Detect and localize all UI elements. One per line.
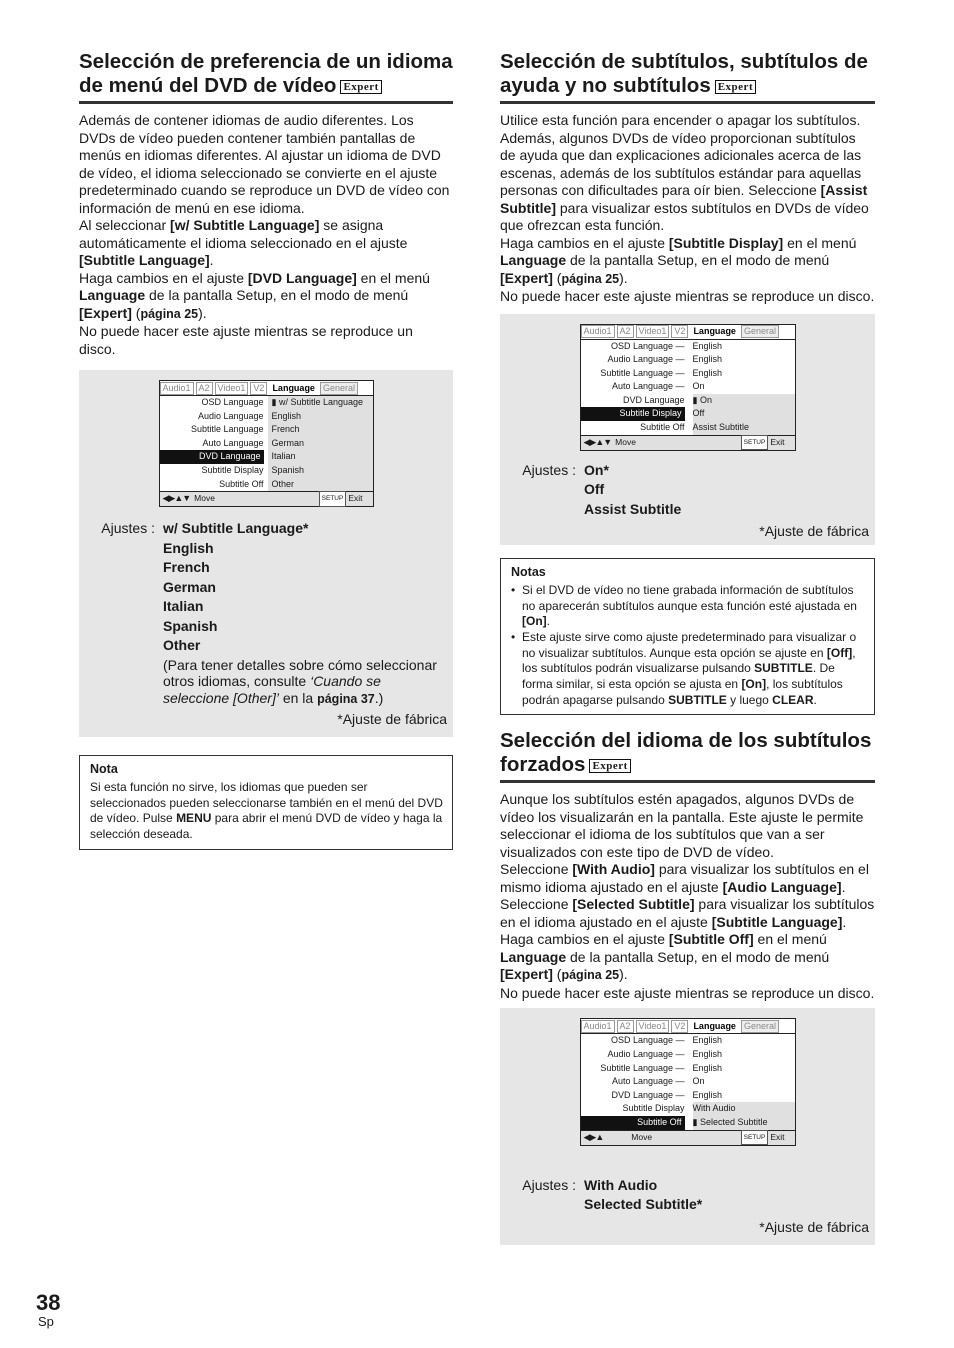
osd-values bbox=[689, 340, 795, 435]
settings-list bbox=[85, 519, 447, 707]
tab-a2: A2 bbox=[196, 382, 213, 395]
page-language: Sp bbox=[38, 1314, 54, 1329]
section-title-subtitles: Selección de subtítulos, subtítulos de ayuda y no subtítulos Expert bbox=[500, 50, 875, 104]
tab-language: Language bbox=[690, 325, 739, 338]
tab-language: Language bbox=[690, 1020, 739, 1033]
osd-value: Spanish bbox=[271, 464, 305, 475]
osd-label: Subtitle Language — bbox=[600, 1062, 685, 1073]
paragraph: Seleccione [With Audio] para visualizar los subtítulos en el mismo idioma ajustado en el ajuste [Audio Language]. Seleccione [Selected Subtitle] para visualizar los subtítulos en el idioma ajustado en el ajuste [Subtitle Language]. bbox=[500, 861, 875, 930]
paragraph: No puede hacer este ajuste mientras se reproduce un disco. bbox=[500, 984, 875, 1001]
settings-list bbox=[506, 461, 869, 520]
osd-value: English bbox=[692, 367, 723, 378]
setup-key-icon: SETUP bbox=[741, 435, 769, 451]
osd-value: On bbox=[692, 381, 705, 392]
settings-panel bbox=[79, 370, 453, 737]
ajustes-label: Ajustes : bbox=[101, 520, 155, 537]
paragraph: Haga cambios en el ajuste [Subtitle Off] en el menú Language de la pantalla Setup, en el modo de menú [Expert] (página 25). bbox=[500, 931, 830, 983]
tab-v2: V2 bbox=[671, 1020, 688, 1033]
tab-general: General bbox=[741, 1020, 779, 1033]
tab-video1: Video1 bbox=[215, 382, 249, 395]
osd-value: English bbox=[692, 1062, 723, 1073]
left-column bbox=[79, 50, 453, 850]
tab-v2: V2 bbox=[250, 382, 267, 395]
option: Other bbox=[163, 637, 201, 654]
osd-value: English bbox=[692, 340, 723, 351]
arrows-icon: ◀▶▲ bbox=[583, 1131, 604, 1142]
settings-list bbox=[506, 1176, 869, 1215]
ajustes-label: Ajustes : bbox=[522, 1176, 576, 1193]
osd-value: ▮ On bbox=[693, 394, 795, 408]
osd-value: Assist Subtitle bbox=[693, 421, 795, 435]
option: With Audio bbox=[584, 1176, 658, 1193]
osd-label: Auto Language — bbox=[611, 381, 685, 392]
osd-label-selected: DVD Language bbox=[160, 450, 264, 464]
paragraph: No puede hacer este ajuste mientras se reproduce un disco. bbox=[500, 288, 875, 304]
tab-video1: Video1 bbox=[636, 1020, 670, 1033]
tab-video1: Video1 bbox=[636, 325, 670, 338]
paragraph: No puede hacer este ajuste mientras se reproduce un disco. bbox=[79, 323, 413, 357]
osd-value: English bbox=[692, 1089, 723, 1100]
osd-labels bbox=[581, 340, 689, 435]
setup-key-icon: SETUP bbox=[319, 491, 347, 507]
settings-options bbox=[163, 519, 447, 707]
tab-audio1: Audio1 bbox=[581, 1020, 615, 1033]
osd-label: Audio Language bbox=[197, 410, 264, 421]
osd-value: French bbox=[271, 424, 300, 435]
osd-tabs bbox=[581, 325, 795, 339]
osd-label: DVD Language — bbox=[611, 1089, 685, 1100]
osd-value: English bbox=[692, 1035, 723, 1046]
osd-tabs bbox=[581, 1019, 795, 1033]
option: Italian bbox=[163, 598, 204, 615]
option: On* bbox=[584, 461, 609, 478]
osd-label: Audio Language — bbox=[607, 354, 685, 365]
osd-value: ▮ Selected Subtitle bbox=[693, 1116, 795, 1130]
move-label: Move bbox=[615, 436, 636, 447]
osd-tabs bbox=[160, 381, 373, 395]
osd-screen bbox=[580, 324, 796, 451]
expert-badge: Expert bbox=[715, 80, 756, 94]
note-title: Nota bbox=[90, 762, 118, 777]
osd-label: OSD Language bbox=[201, 397, 264, 407]
option: Assist Subtitle bbox=[584, 500, 682, 517]
option: Off bbox=[584, 481, 605, 498]
tab-general: General bbox=[320, 382, 358, 395]
osd-label: Audio Language — bbox=[607, 1049, 685, 1060]
notes-box bbox=[500, 558, 875, 715]
option: German bbox=[163, 578, 216, 595]
osd-value: German bbox=[271, 437, 305, 448]
note-text: Si esta función no sirve, los idiomas que pueden ser seleccionados pueden seleccionarse también en el menú del DVD de vídeo. Pulse MENU para abrir el menú DVD de vídeo y haga la selección deseada. bbox=[90, 779, 443, 841]
settings-panel bbox=[500, 1008, 875, 1244]
notes-title: Notas bbox=[511, 565, 546, 580]
settings-panel bbox=[500, 314, 875, 546]
note-item: • Si el DVD de vídeo no tiene grabada información de subtítulos no aparecerán subtítulos aunque esta función esté ajustada en [On]. bbox=[511, 583, 866, 630]
osd-label: DVD Language bbox=[622, 394, 685, 405]
option: w/ Subtitle Language* bbox=[163, 520, 309, 537]
tab-a2: A2 bbox=[617, 1020, 634, 1033]
ajustes-label: Ajustes : bbox=[522, 461, 576, 478]
osd-value: Italian bbox=[271, 451, 296, 462]
osd-label: Subtitle Off bbox=[219, 478, 264, 489]
osd-values bbox=[689, 1034, 795, 1129]
tab-audio1: Audio1 bbox=[581, 325, 615, 338]
osd-label-selected: Subtitle Display bbox=[581, 407, 685, 421]
osd-value: English bbox=[271, 410, 302, 421]
osd-value: Other bbox=[271, 478, 295, 489]
osd-screen bbox=[580, 1018, 796, 1145]
osd-label: Subtitle Language bbox=[190, 424, 264, 435]
osd-label: OSD Language — bbox=[610, 340, 685, 351]
option-note: (Para tener detalles sobre cómo seleccionar otros idiomas, consulte ‘Cuando se seleccione [Other]’ en la página 37.) bbox=[163, 656, 437, 706]
move-label: Move bbox=[631, 1131, 653, 1142]
tab-a2: A2 bbox=[617, 325, 634, 338]
paragraph: Haga cambios en el ajuste [Subtitle Display] en el menú Language de la pantalla Setup, en el modo de menú [Expert] (página 25). bbox=[500, 234, 857, 286]
exit-label: Exit bbox=[770, 436, 785, 447]
option: English bbox=[163, 539, 214, 556]
move-label: Move bbox=[194, 493, 215, 504]
tab-language: Language bbox=[269, 382, 318, 395]
osd-values bbox=[268, 396, 373, 491]
note-item: • Este ajuste sirve como ajuste predeterminado para visualizar o no visualizar subtítulos. Aunque esta opción se ajuste en [Off], los subtítulos podrán visualizarse pulsando SUBTITLE. De forma similar, si esta opción se ajusta en [On], los subtítulos podrán apagarse pulsando SUBTITLE y luego CLEAR. bbox=[511, 630, 866, 709]
osd-screen bbox=[159, 380, 374, 507]
arrows-icon: ◀▶▲▼ bbox=[583, 436, 612, 447]
note-box bbox=[79, 755, 453, 850]
section-title-forced-subtitles: Selección del idioma de los subtítulos forzados Expert bbox=[500, 729, 875, 783]
option: Selected Subtitle* bbox=[584, 1196, 703, 1213]
osd-label: Subtitle Display bbox=[201, 464, 264, 475]
osd-footer bbox=[160, 491, 373, 506]
osd-label: Auto Language bbox=[202, 437, 264, 448]
setup-key-icon: SETUP bbox=[741, 1130, 769, 1146]
osd-label: Subtitle Display bbox=[622, 1103, 685, 1114]
osd-footer bbox=[581, 435, 795, 450]
osd-labels bbox=[160, 396, 268, 491]
osd-value: Off bbox=[693, 407, 795, 421]
exit-label: Exit bbox=[348, 493, 363, 504]
osd-value: On bbox=[692, 1076, 705, 1087]
paragraph: Al seleccionar [w/ Subtitle Language] se asigna automáticamente el idioma seleccionado en el ajuste [Subtitle Language]. bbox=[79, 217, 408, 268]
section-title-menu-language: Selección de preferencia de un idioma de menú del DVD de vídeo Expert bbox=[79, 50, 453, 104]
paragraph: Además de contener idiomas de audio diferentes. Los DVDs de vídeo pueden contener también pantallas de menús en idiomas diferentes. Al ajustar un idioma de DVD de vídeo, el idioma seleccionado se convierte en el ajuste predeterminado cuando se reproduce un DVD de vídeo con información de menú en ese idioma. bbox=[79, 112, 450, 216]
paragraph: Haga cambios en el ajuste [DVD Language] en el menú Language de la pantalla Setup, en el modo de menú [Expert] (página 25). bbox=[79, 269, 430, 321]
paragraph: Aunque los subtítulos estén apagados, algunos DVDs de vídeo los visualizarán en la pantalla. Este ajuste le permite seleccionar el idioma de los subtítulos que van a ser visualizados con este tipo de DVD de vídeo. bbox=[500, 791, 864, 860]
factory-default-note: *Ajuste de fábrica bbox=[759, 523, 869, 540]
osd-label: Subtitle Language — bbox=[600, 367, 685, 378]
page-number: 38 bbox=[36, 1290, 61, 1315]
right-column bbox=[500, 50, 875, 1245]
expert-badge: Expert bbox=[589, 759, 630, 773]
osd-label: OSD Language — bbox=[610, 1035, 685, 1046]
osd-value: English bbox=[692, 354, 723, 365]
osd-value: ▮ w/ Subtitle Language bbox=[271, 397, 364, 407]
arrows-icon: ◀▶▲▼ bbox=[162, 493, 191, 504]
tab-v2: V2 bbox=[671, 325, 688, 338]
osd-value: English bbox=[692, 1049, 723, 1060]
osd-label: Subtitle Off bbox=[640, 422, 685, 433]
tab-audio1: Audio1 bbox=[160, 382, 194, 395]
osd-value: With Audio bbox=[693, 1102, 795, 1116]
tab-general: General bbox=[741, 325, 779, 338]
osd-labels bbox=[581, 1034, 689, 1129]
settings-options bbox=[584, 461, 681, 520]
exit-label: Exit bbox=[770, 1131, 785, 1142]
option: French bbox=[163, 559, 210, 576]
factory-default-note: *Ajuste de fábrica bbox=[337, 711, 447, 728]
expert-badge: Expert bbox=[340, 80, 381, 94]
factory-default-note: *Ajuste de fábrica bbox=[759, 1218, 869, 1235]
osd-footer bbox=[581, 1130, 795, 1145]
option: Spanish bbox=[163, 617, 218, 634]
osd-label: Auto Language — bbox=[611, 1076, 685, 1087]
paragraph: Utilice esta función para encender o apagar los subtítulos. Además, algunos DVDs de vídeo proporcionan subtítulos de ayuda que dan explicaciones adicionales acerca de las escenas, además de los subtítulos estándar para aquellas personas con dificultades para oír bien. Seleccione [Assist Subtitle] para visualizar estos subtítulos en DVDs de vídeo que ofrezcan esta función. bbox=[500, 112, 869, 233]
settings-options bbox=[584, 1176, 702, 1215]
osd-label-selected: Subtitle Off bbox=[581, 1116, 685, 1130]
